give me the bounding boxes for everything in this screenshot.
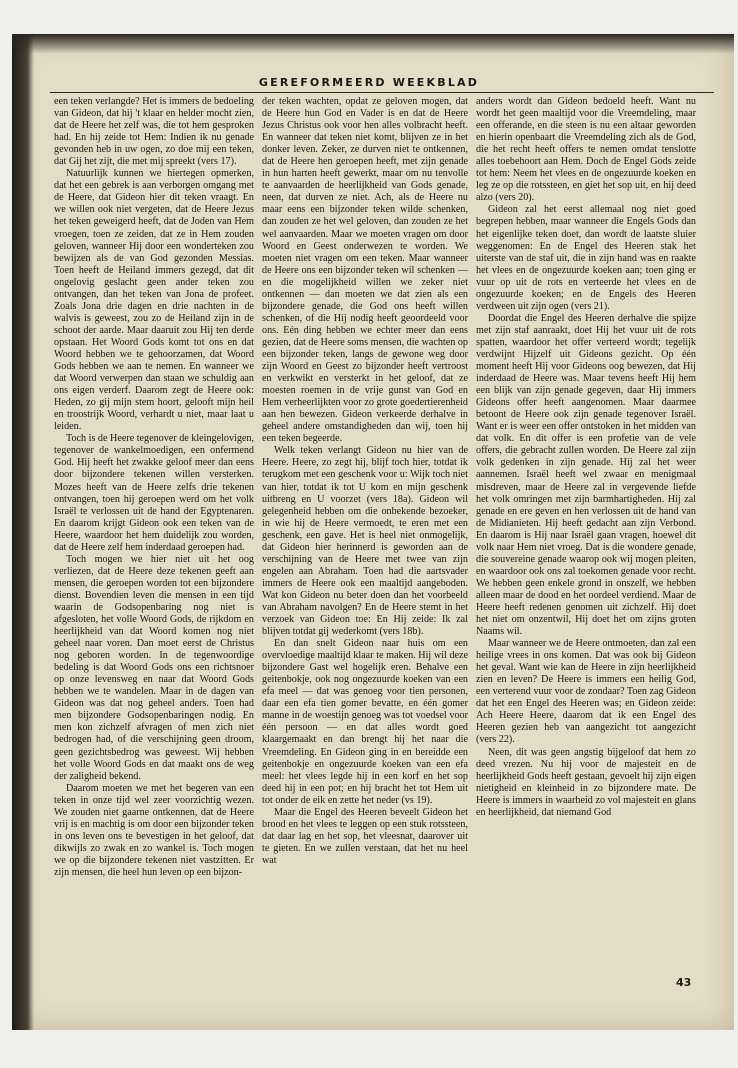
paragraph: En dan snelt Gideon naar huis om een overvloedige maaltijd klaar te maken. Hij wil deze bijzondere Gast wel hogelijk eren. Behalve een geitenbokje, ook nog ongezuurde koeken van een efa meel — dat was genoeg voor tien personen, daar een efa tien gomer bevatte, en één gomer manne in de woestijn genoeg was tot voedsel voor één persoon — en dat alles wordt goed klaargemaakt en dan brengt hij het naar die Vreemdeling. En Gideon ging in en bereidde een geitenbokje en ongezuurde koeken van een efa meel: het vlees legde hij in een korf en het sop deed hij in een pot; en hij bracht het tot Hem uit tot onder de eik en zette het neder (vs 19). — [262, 638, 468, 806]
text-column-3 — [476, 96, 696, 974]
paragraph: Toch is de Heere tegenover de kleingelovigen, tegenover de wankelmoedigen, een onfermend God. Hij heeft het zwakke geloof meer dan eens door bijzondere tekenen willen versterken. Mozes heeft van de Heere zelfs drie tekenen ontvangen, toen hij geroepen werd om het volk Israël te verlossen uit de hand der Egyptenaren. En daarom krijgt Gideon ook een teken van de Heere, waardoor het hem duidelijk zou worden, dat de Heere zelf hem inderdaad geroepen had. — [54, 433, 254, 553]
paragraph: Welk teken verlangt Gideon nu hier van de Heere. Heere, zo zegt hij, blijf toch hier, totdat ik terugkom met een geschenk voor u: Wijk toch niet van hier, totdat ik tot U kom en mijn geschenk uitbreng en U voorzet (vers 18a). Gideon wil gelegenheid hebben om die onbekende bezoeker, in wie hij de Heere vermoedt, te eren met een geschenk, een gave. Het is heel niet onmogelijk, dat Gideon hier herinnerd is geworden aan de verschijning van de Heere met twee van zijn engelen aan Abraham. Toen had die aartsvader immers de Heere ook een maaltijd aangeboden. Wat kon Gideon nu beter doen dan het voorbeeld van Abraham navolgen? En de Heere stemt in het verzoek van Gideon toe: En Hij zeide: Ik zal blijven totdat gij wederkomt (vers 18b). — [262, 445, 468, 638]
paragraph: Doordat die Engel des Heeren derhalve die spijze met zijn staf aanraakt, doet Hij het vuur uit de rots spatten, waardoor het offer verteerd wordt; tegelijk verdwijnt Hijzelf uit Gideons gezicht. Op één moment heeft Hij voor Gideons oog bewezen, dat Hij inderdaad de Heere was. Maar tevens heeft Hij hem een blijk van zijn genade gegeven, daar Hij immers Gideons offer heeft aangenomen. Maar daarmee betoont de Heere ook zijn genade tegenover Israël. Want er is weer een offer ontstoken in het midden van dat volk. En dit offer is een profetie van de vele offers, die gebracht zullen worden. De Heere zal zijn volk gedenken in zijn genade. Hij zal het weer aannemen. Israël heeft wel zwaar en menigmaal misdreven, maar de Heere zal in vergevende liefde het volk omringen met zijn barmhartigheden. Hij zal genade en ere geven en hen verlossen uit de hand van de Midianieten. Hij heeft gedacht aan zijn Verbond. En daarom is Hij naar Israël gaan vragen, hoewel dit volk naar Hem niet vroeg. Dat is die wondere genade, die souvereine genade waarop ook wij mogen pleiten, en waardoor ook ons zal toekomen genade voor recht. We hebben geen enkele grond in onszelf, we hebben alleen maar de dood en het oordeel verdiend. Maar de Heere heeft redenen genomen uit zichzelf. Hij doet het niet om onzentwil, Hij doet het om zijns groten Naams wil. — [476, 312, 696, 638]
page-header-title: GEREFORMEERD WEEKBLAD — [258, 76, 480, 89]
text-column-1 — [54, 96, 254, 974]
text-column-2 — [262, 96, 468, 974]
page-top-shadow — [12, 34, 734, 54]
page-number: 43 — [676, 976, 692, 989]
paragraph: Neen, dit was geen angstig bijgeloof dat hem zo deed vrezen. Nu hij voor de majesteit en de heerlijkheid Gods heeft gestaan, gevoelt hij zijn eigen nietigheid en kleinheid in zo bijzondere mate. De Heere is immers in waarheid zo vol majesteit en glans en heerlijkheid, dat niemand God — [476, 746, 696, 818]
paragraph: Toch mogen we hier niet uit het oog verliezen, dat de Heere deze tekenen geeft aan mensen, die geroepen worden tot een bijzondere dienst. Bovendien leven die mensen in een tijd waarin de Godsopenbaring nog niet is afgesloten, het volle Woord Gods, de rijkdom en heerlijkheid van dat Woord komen nog niet geheel naar voren. Dan moet eerst de Christus nog geboren worden. In de tegenwoordige bedeling is dat Woord Gods ons een richtsnoer op onze levensweg en naar dat Woord Gods hebben we te wandelen. Maar in de dagen van Gideon was dat nog geheel anders. Toen had men bijzondere Godsopenbaringen nodig. En men kon zichzelf afvragen of men zich niet bedrogen had, of die verschijning geen droom, geen gezichtsbedrog was geweest. Wij hebben het volle Woord Gods en dat maakt ons de weg der zaligheid bekend. — [54, 553, 254, 782]
page-binding-shadow — [12, 34, 34, 1030]
paragraph: Daarom moeten we met het begeren van een teken in onze tijd wel zeer voorzichtig wezen. We zouden niet gaarne ontkennen, dat de Heere vrij is en machtig is om door een bijzonder teken in ons leven ons te bevestigen in het geloof, dat dikwijls zo zwak en zo wankel is. Toch mogen we op die bijzondere tekenen niet vastzitten. Er zijn mensen, die heel hun leven op een bijzon- — [54, 782, 254, 878]
paragraph: een teken verlangde? Het is immers de bedoeling van Gideon, dat hij 't klaar en helder mocht zien, dat de Heere het zelf was, die tot hem gesproken had. En hij zeide tot Hem: Indien ik nu genade gevonden heb in uw ogen, zo doe mij een teken, dat Gij het zijt, die met mij spreekt (vers 17). — [54, 96, 254, 168]
header-rule — [50, 92, 714, 93]
paragraph: Maar die Engel des Heeren beveelt Gideon het brood en het vlees te leggen op een stuk rotssteen, dat daar lag en het sop, het vleesnat, daarover uit te gieten. En we zullen verstaan, dat het nu heel wat — [262, 806, 468, 866]
paragraph: Maar wanneer we de Heere ontmoeten, dan zal een heilige vrees in ons komen. Dat was ook bij Gideon het geval. Want wie kan de Heere in zijn heerlijkheid zien en leven? De Heere is immers een heilig God, een verterend vuur voor de zondaar? Toen zag Gideon dat het een Engel des Heeren was; en Gideon zeide: Ach Heere Heere, daarom dat ik een Engel des Heeren gezien heb van aangezicht tot aangezicht (vers 22). — [476, 638, 696, 746]
paragraph: der teken wachten, opdat ze geloven mogen, dat de Heere hun God en Vader is en dat de Heere Jezus Christus ook voor hen alles volbracht heeft. En wanneer dat teken niet komt, blijven ze in het donker leven. Zeker, ze durven niet te ontkennen, dat de Heere hen geroepen heeft, met zijn genade in hun harten heeft gewerkt, maar om nu tenvolle te aanvaarden de heerlijkheid van Gods genade, neen, dat durven ze niet. Ach, als de Heere nu maar eens een bijzonder teken wilde schenken, dan zouden ze het wel geloven, dan zouden ze het wel aanvaarden. Maar we moeten vragen om door Woord en Geest onderwezen te worden. We moeten niet vragen om een teken. Maar wanneer de Heere ons een bijzonder teken wil schenken — en die mogelijkheid willen we zeker niet ontkennen — dan moeten we dat zien als een bijzondere genade, die God ons heeft willen schenken, of die Hij nodig heeft geoordeeld voor ons. Eén ding hebben we echter meer dan eens gezien, dat de Heere soms mensen, die wachten op een bijzonder teken, langs de gewone weg door zijn Woord en Geest zo bijzonder heeft vertroost en verkwikt en versterkt in het geloof, dat ze moesten roemen in de vrije gunst van God en Hem verheerlijkten voor zo grote goedertierenheid aan hen bewezen. Gideon verkeerde derhalve in geheel andere omstandigheden dan wij, toen hij een teken begeerde. — [262, 96, 468, 445]
paragraph: anders wordt dan Gideon bedoeld heeft. Want nu wordt het geen maaltijd voor die Vreemdeling, maar een offerande, en die steen is nu een altaar geworden en hierin openbaart die Vreemdeling zich als de God, die het recht heeft offers te nemen omdat tenslotte alles toebehoort aan Hem. Doch de Engel Gods zeide tot hem: Neem het vlees en de ongezuurde koeken en leg ze op die rotssteen, en giet het sop uit, en hij deed alzo (vers 20). — [476, 96, 696, 204]
paragraph: Natuurlijk kunnen we hiertegen opmerken, dat het een gebrek is aan verborgen omgang met de Heere, dat Gideon hier dit teken vraagt. En we willen ook niet vergeten, dat de Heere Jezus het teken geweigerd heeft, dat de Joden van Hem vroegen, toen ze zeiden, dat ze in Hem zouden geloven, wanneer Hij door een wonderteken zou bewijzen als de van God gezonden Messias. Toen heeft de Heiland immers gezegd, dat dit ongelovig geslacht geen ander teken zou ontvangen, dan het teken van Jona de profeet. Zoals Jona drie dagen en drie nachten in de walvis is geweest, zou zo de Heiland zijn in de schoot der aarde. Maar daaruit zou Hij ten derde opstaan. Het Woord Gods komt tot ons en dat Woord hebben we te gehoorzamen, dat Woord Gods hebben we aan te nemen. En wanneer we dat Woord verwerpen dan staan we schuldig aan ons eigen verderf. Daarom zegt de Heere ook: Heden, zo gij mijn stem hoort, gelooft mijn heil en troostrijk Woord, verhardt u niet, maar laat u leiden. — [54, 168, 254, 433]
paragraph: Gideon zal het eerst allemaal nog niet goed begrepen hebben, maar wanneer die Engels Gods dan het eigenlijke teken doet, dan wordt de laatste sluier weggenomen: En de Engel des Heeren stak het uiterste van de staf uit, die in zijn hand was en raakte het vlees en de ongezuurde koeken aan; toen ging er vuur op uit de rots en verteerde het vlees en de ongezuurde koeken; en de Engels des Heeren verdween uit zijn ogen (vers 21). — [476, 204, 696, 312]
